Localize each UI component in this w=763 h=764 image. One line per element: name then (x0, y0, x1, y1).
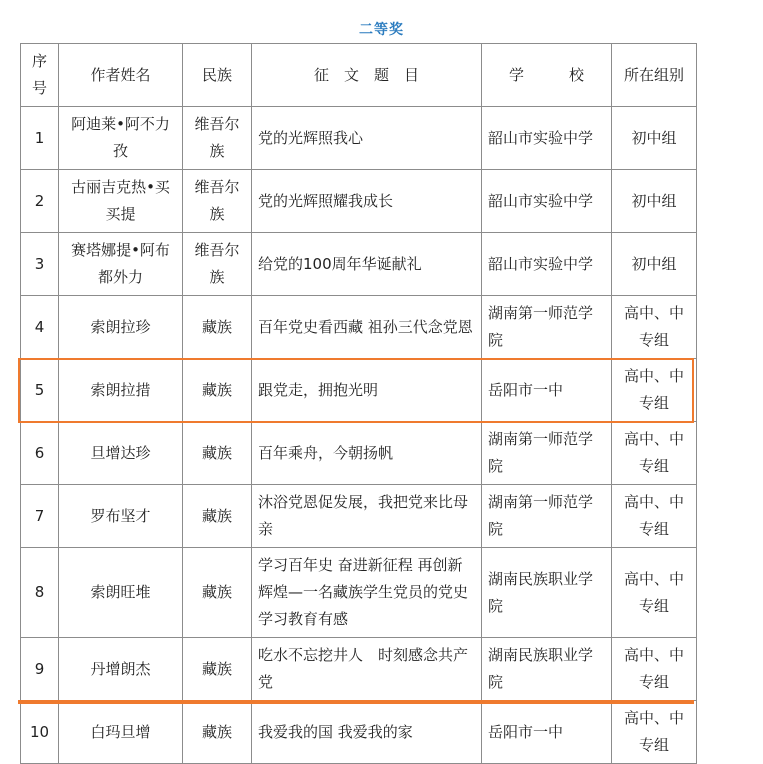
cell-ethnicity: 藏族 (183, 638, 252, 701)
cell-seq: 3 (21, 233, 59, 296)
cell-ethnicity: 藏族 (183, 485, 252, 548)
cell-school: 韶山市实验中学 (482, 170, 612, 233)
cell-ethnicity: 维吾尔族 (183, 170, 252, 233)
cell-group: 高中、中专组 (612, 701, 697, 764)
header-seq: 序号 (21, 44, 59, 107)
cell-group: 初中组 (612, 233, 697, 296)
cell-seq: 2 (21, 170, 59, 233)
table-row (21, 170, 697, 233)
cell-essay: 党的光辉照耀我成长 (252, 170, 482, 233)
cell-group: 高中、中专组 (612, 485, 697, 548)
cell-seq: 4 (21, 296, 59, 359)
cell-ethnicity: 藏族 (183, 359, 252, 422)
cell-essay: 沐浴党恩促发展，我把党来比母亲 (252, 485, 482, 548)
cell-ethnicity: 维吾尔族 (183, 107, 252, 170)
cell-name: 旦增达珍 (59, 422, 183, 485)
table-row (21, 638, 697, 701)
cell-school: 湖南民族职业学院 (482, 638, 612, 701)
header-ethnicity: 民族 (183, 44, 252, 107)
cell-seq: 6 (21, 422, 59, 485)
award-table (20, 43, 697, 764)
cell-group: 初中组 (612, 170, 697, 233)
header-row (21, 44, 697, 107)
award-title: 二等奖 (359, 22, 404, 38)
table-row (21, 701, 697, 764)
cell-essay: 学习百年史 奋进新征程 再创新辉煌—一名藏族学生党员的党史学习教育有感 (252, 548, 482, 638)
cell-group: 高中、中专组 (612, 548, 697, 638)
table-row (21, 548, 697, 638)
cell-name: 阿迪莱•阿不力孜 (59, 107, 183, 170)
table-row (21, 107, 697, 170)
cell-name: 索朗旺堆 (59, 548, 183, 638)
cell-ethnicity: 藏族 (183, 548, 252, 638)
cell-seq: 10 (21, 701, 59, 764)
cell-school: 湖南第一师范学院 (482, 485, 612, 548)
cell-name: 索朗拉珍 (59, 296, 183, 359)
cell-school: 湖南第一师范学院 (482, 422, 612, 485)
cell-seq: 5 (21, 359, 59, 422)
cell-ethnicity: 藏族 (183, 422, 252, 485)
cell-seq: 7 (21, 485, 59, 548)
cell-name: 古丽吉克热•买买提 (59, 170, 183, 233)
cell-essay: 党的光辉照我心 (252, 107, 482, 170)
cell-school: 岳阳市一中 (482, 359, 612, 422)
cell-name: 索朗拉措 (59, 359, 183, 422)
table-row (21, 233, 697, 296)
header-group: 所在组别 (612, 44, 697, 107)
cell-name: 白玛旦增 (59, 701, 183, 764)
cell-seq: 1 (21, 107, 59, 170)
cell-school: 湖南第一师范学院 (482, 296, 612, 359)
cell-group: 高中、中专组 (612, 638, 697, 701)
cell-essay: 我爱我的国 我爱我的家 (252, 701, 482, 764)
cell-seq: 9 (21, 638, 59, 701)
cell-ethnicity: 藏族 (183, 296, 252, 359)
cell-essay: 百年党史看西藏 祖孙三代念党恩 (252, 296, 482, 359)
cell-school: 韶山市实验中学 (482, 233, 612, 296)
cell-school: 韶山市实验中学 (482, 107, 612, 170)
header-name: 作者姓名 (59, 44, 183, 107)
cell-school: 岳阳市一中 (482, 701, 612, 764)
cell-seq: 8 (21, 548, 59, 638)
cell-ethnicity: 藏族 (183, 701, 252, 764)
award-table-body (21, 44, 697, 764)
cell-group: 高中、中专组 (612, 296, 697, 359)
cell-essay: 百年乘舟，今朝扬帆 (252, 422, 482, 485)
header-essay: 征 文 题 目 (252, 44, 482, 107)
cell-name: 丹增朗杰 (59, 638, 183, 701)
table-row (21, 296, 697, 359)
cell-group: 高中、中专组 (612, 359, 697, 422)
cell-essay: 吃水不忘挖井人 时刻感念共产党 (252, 638, 482, 701)
cell-name: 赛塔娜提•阿布都外力 (59, 233, 183, 296)
table-row (21, 422, 697, 485)
cell-essay: 跟党走，拥抱光明 (252, 359, 482, 422)
cell-school: 湖南民族职业学院 (482, 548, 612, 638)
table-row (21, 485, 697, 548)
cell-essay: 给党的100周年华诞献礼 (252, 233, 482, 296)
cell-group: 初中组 (612, 107, 697, 170)
cell-group: 高中、中专组 (612, 422, 697, 485)
cell-name: 罗布坚才 (59, 485, 183, 548)
header-school: 学 校 (482, 44, 612, 107)
table-row (21, 359, 697, 422)
cell-ethnicity: 维吾尔族 (183, 233, 252, 296)
